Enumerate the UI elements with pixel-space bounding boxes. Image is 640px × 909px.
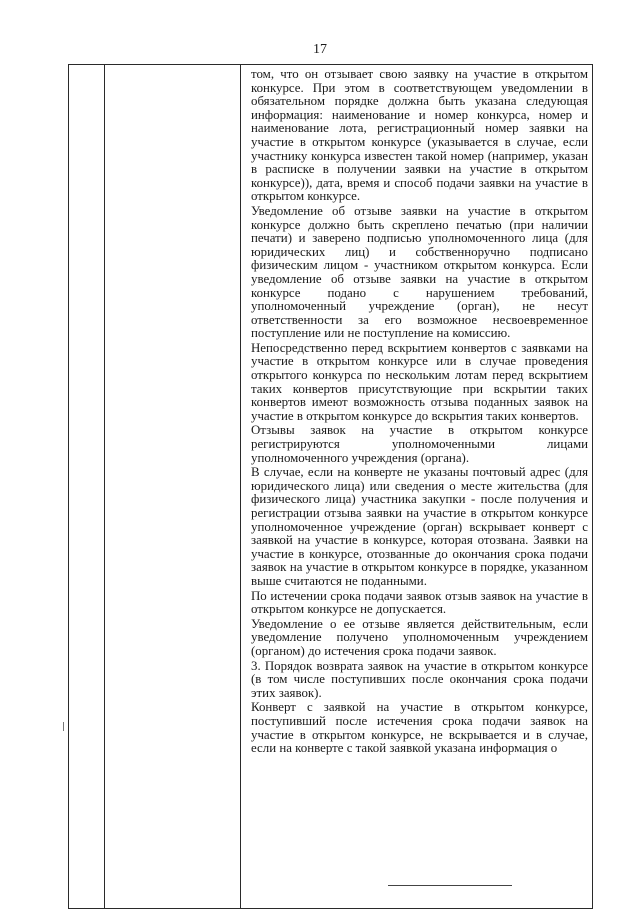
- requirements-table: [68, 64, 593, 909]
- paragraph: В случае, если на конверте не указаны почтовый адрес (для юридического лица) или сведения о месте жительства (для физического лица) участника закупки - после получения и регистрации отзыва заявки на участие в открытом конкурсе уполномоченное учреждение (орган) вскрывает конверт с заявкой на участие в конкурсе, которая отозвана. Заявки на участие в конкурсе, отозванные до окончания срока подачи заявок на участие в открытом конкурсе в порядке, указанном выше считаются не поданными.: [251, 465, 588, 588]
- section-title-cell: [105, 65, 241, 909]
- scan-mark: [63, 722, 64, 731]
- page-number: 17: [313, 42, 327, 57]
- footer-rule: [388, 885, 512, 886]
- paragraph: Непосредственно перед вскрытием конвертов с заявками на участие в открытом конкурсе или в случае проведения открытого конкурса по нескольким лотам перед вскрытием таких конвертов присутствующие при вскрытии таких конвертов имеют возможность отзыва поданных заявок на участие в открытом конкурсе до вскрытия таких конвертов.: [251, 340, 588, 423]
- paragraph: Отзывы заявок на участие в открытом конкурсе регистрируются уполномоченными лицами уполномоченного учреждения (органа).: [251, 423, 588, 465]
- paragraph: том, что он отзывает свою заявку на участие в открытом конкурсе. При этом в соответствующем уведомлении в обязательном порядке должна быть указана следующая информация: наименование и номер конкурса, номер и наименование лота, регистрационный номер заявки на участие в открытом конкурсе (указывается в случае, если участнику конкурса известен такой номер (например, указан в расписке в получении заявки на участие в открытом конкурсе)), дата, время и способ подачи заявки на участие в открытом конкурсе.: [251, 67, 588, 204]
- paragraph: Конверт с заявкой на участие в открытом конкурсе, поступивший после истечения срока подачи заявок на участие в открытом конкурсе, не вскрывается и в случае, если на конверте с такой заявкой указана информация о: [251, 700, 588, 756]
- content-text: [241, 65, 592, 756]
- paragraph: Уведомление об отзыве заявки на участие в открытом конкурсе должно быть скреплено печатью (при наличии печати) и заверено подписью уполномоченного лица (для юридических лиц) и собственноручно подписано физическим лицом - участником открытом конкурса. Если уведомление об отзыве заявки на участие в открытом конкурсе подано с нарушением требований, уполномоченный учреждение (орган), не несут ответственности за его возможное несвоевременное поступление или не поступление на комиссию.: [251, 203, 588, 341]
- row-number-cell: [69, 65, 105, 909]
- paragraph: 3. Порядок возврата заявок на участие в открытом конкурсе (в том числе поступивших после окончания срока подачи этих заявок).: [251, 658, 588, 700]
- paragraph: Уведомление о ее отзыве является действительным, если уведомление получено уполномоченным учреждением (органом) до истечения срока подачи заявок.: [251, 616, 588, 658]
- table-row: [69, 65, 593, 909]
- paragraph: По истечении срока подачи заявок отзыв заявок на участие в открытом конкурсе не допускается.: [251, 588, 588, 617]
- section-content-cell: [241, 65, 593, 909]
